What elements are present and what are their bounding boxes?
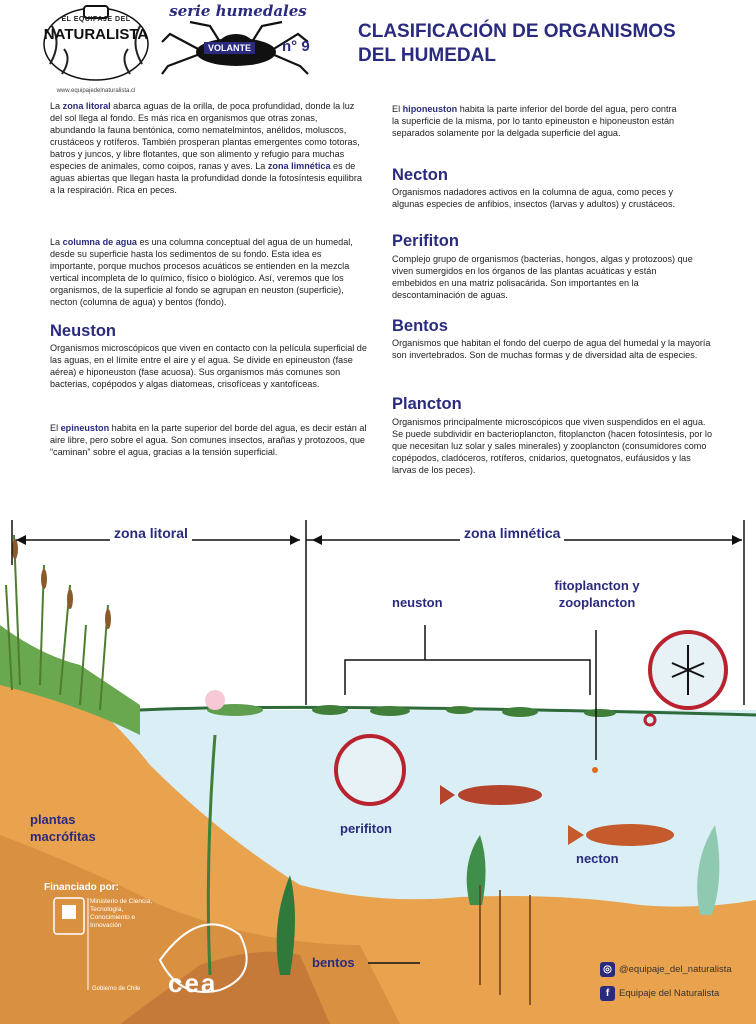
- volante-badge: VOLANTE: [204, 42, 255, 54]
- plancton-heading: Plancton: [392, 395, 462, 413]
- kw-zona-litoral: zona litoral: [62, 101, 111, 111]
- neuston-text: Organismos microscópicos que viven en contacto con la película superficial de las aguas, en el límite entre el aire y el agua. Se divide en epineuston (fase aérea) e hiponeuston (fase acuosa). Sus organismos más comunes son bacterias, copépodos y algas diatomeas, crisofíceas y xantofíceas.: [50, 343, 367, 389]
- facebook-handle: Equipaje del Naturalista: [619, 988, 720, 999]
- logo-line1: EL EQUIPAJE DEL: [61, 16, 131, 23]
- kw-columna-agua: columna de agua: [62, 237, 137, 247]
- plancton-label: [532, 577, 662, 611]
- logo-url[interactable]: www.equipajedelnaturalista.cl: [56, 88, 136, 94]
- gobierno-label: Gobierno de Chile: [92, 986, 141, 992]
- zona-paragraph: La zona litoral abarca aguas de la orilla, de poca profundidad, donde la luz del sol llega al fondo. Es más rica en organismos que otras zonas, abundando la fauna bentónica, como nematelmintos, anélidos, moluscos, crustáceos y rotíferos. También prosperan plantas emergentes como totoras, batros y juncos, y libre flotantes, que son alimento y refugio para muchas especies de animales, como coipos, ranas y aves. La zona limnética es de aguas abiertas que llegan hasta la profundidad donde la fotosíntesis equilibra a la respiración. Rica en peces.: [50, 101, 362, 195]
- bentos-text: Organismos que habitan el fondo del cuerpo de agua del humedal y la mayoría son invertebrados. Son de muchas formas y de diversidad alta de especies.: [392, 338, 711, 360]
- facebook-link[interactable]: [600, 986, 719, 1001]
- cea-logo: cea: [168, 968, 218, 998]
- instagram-icon: ◎: [600, 962, 615, 977]
- serie-title: serie humedales: [169, 2, 307, 20]
- neuston-label: neuston: [392, 595, 443, 610]
- necton-text: Organismos nadadores activos en la columna de agua, como peces y algunas especies de anfibios, insectos (larvas y adultos) y crustáceos.: [392, 187, 676, 209]
- plantas-label-line2: macrófitas: [30, 829, 96, 844]
- financiado-label: Financiado por:: [44, 882, 119, 893]
- logo-line2: NATURALISTA: [43, 26, 149, 43]
- kw-hiponeuston: hiponeuston: [402, 104, 458, 114]
- plantas-label-line1: plantas: [30, 812, 76, 827]
- zona-litoral-label: zona litoral: [110, 525, 192, 541]
- page-title: CLASIFICACIÓN DE ORGANISMOS DEL HUMEDAL: [358, 21, 676, 66]
- ministerio-label: Ministerio de Ciencia, Tecnología, Conocimiento e Innovación: [90, 898, 153, 929]
- zona-limnetica-label: zona limnética: [460, 525, 564, 541]
- necton-label: necton: [576, 851, 619, 866]
- naturalista-logo: [42, 4, 150, 92]
- wetland-illustration: [0, 505, 756, 1024]
- perifiton-label: perifiton: [340, 821, 392, 836]
- kw-epineuston: epineuston: [60, 423, 110, 433]
- plantas-macrofitas-label: [30, 811, 120, 845]
- kw-zona-limnetica: zona limnética: [267, 161, 331, 171]
- necton-heading: Necton: [392, 166, 448, 184]
- bentos-heading: Bentos: [392, 317, 448, 335]
- plancton-label-line1: fitoplancton y: [554, 578, 640, 593]
- instagram-handle: @equipaje_del_naturalista: [619, 964, 732, 975]
- columna-paragraph: La columna de agua es una columna conceptual del agua de un humedal, desde su superficie hasta los sedimentos de su fondo. Esta idea es importante, porque muchos procesos acuáticos se entienden en la mezcla vertical incompleta de lo químico, físico o biológico. Así, veremos que los organismos, de la superficie al fondo se agrupan en neuston (superficie), necton (columna de agua) y bentos (fondo).: [50, 237, 353, 307]
- instagram-link[interactable]: [600, 962, 732, 977]
- bentos-label: bentos: [312, 955, 355, 970]
- facebook-icon: f: [600, 986, 615, 1001]
- perifiton-text: Complejo grupo de organismos (bacterias, hongos, algas y protozoos) que viven sumergidos en los órganos de las plantas acuáticas y están embebidos en una matriz polisacárida. Son importantes en la descontaminación de aguas.: [392, 254, 693, 300]
- perifiton-heading: Perifiton: [392, 232, 459, 250]
- volante-number: n° 9: [282, 38, 310, 55]
- hiponeuston-paragraph: El hiponeuston habita la parte inferior del borde del agua, pero contra la superficie de la misma, por lo tanto epineuston e hiponeuston están separados solamente por la delgada superficie del agua.: [392, 104, 677, 138]
- plancton-text: Organismos principalmente microscópicos que viven suspendidos en el agua. Se puede subdividir en bacterioplancton, fitoplancton (hacen fotosíntesis, por lo que necesitan luz solar y sales minerales) y zooplancton (consumidores como copépodos, cladóceros, rotíferos, cnidarios, quetognatos, eufáusidos y las larvas de los peces).: [392, 417, 712, 475]
- epineuston-paragraph: El epineuston habita en la parte superior del borde del agua, es decir están al aire libre, pero sobre el agua. Son comunes insectos, arañas y protozoos, que “caminan” sobre el agua, gracias a la tensión superficial.: [50, 423, 367, 457]
- plancton-label-line2: zooplancton: [558, 595, 636, 610]
- neuston-heading: Neuston: [50, 322, 116, 340]
